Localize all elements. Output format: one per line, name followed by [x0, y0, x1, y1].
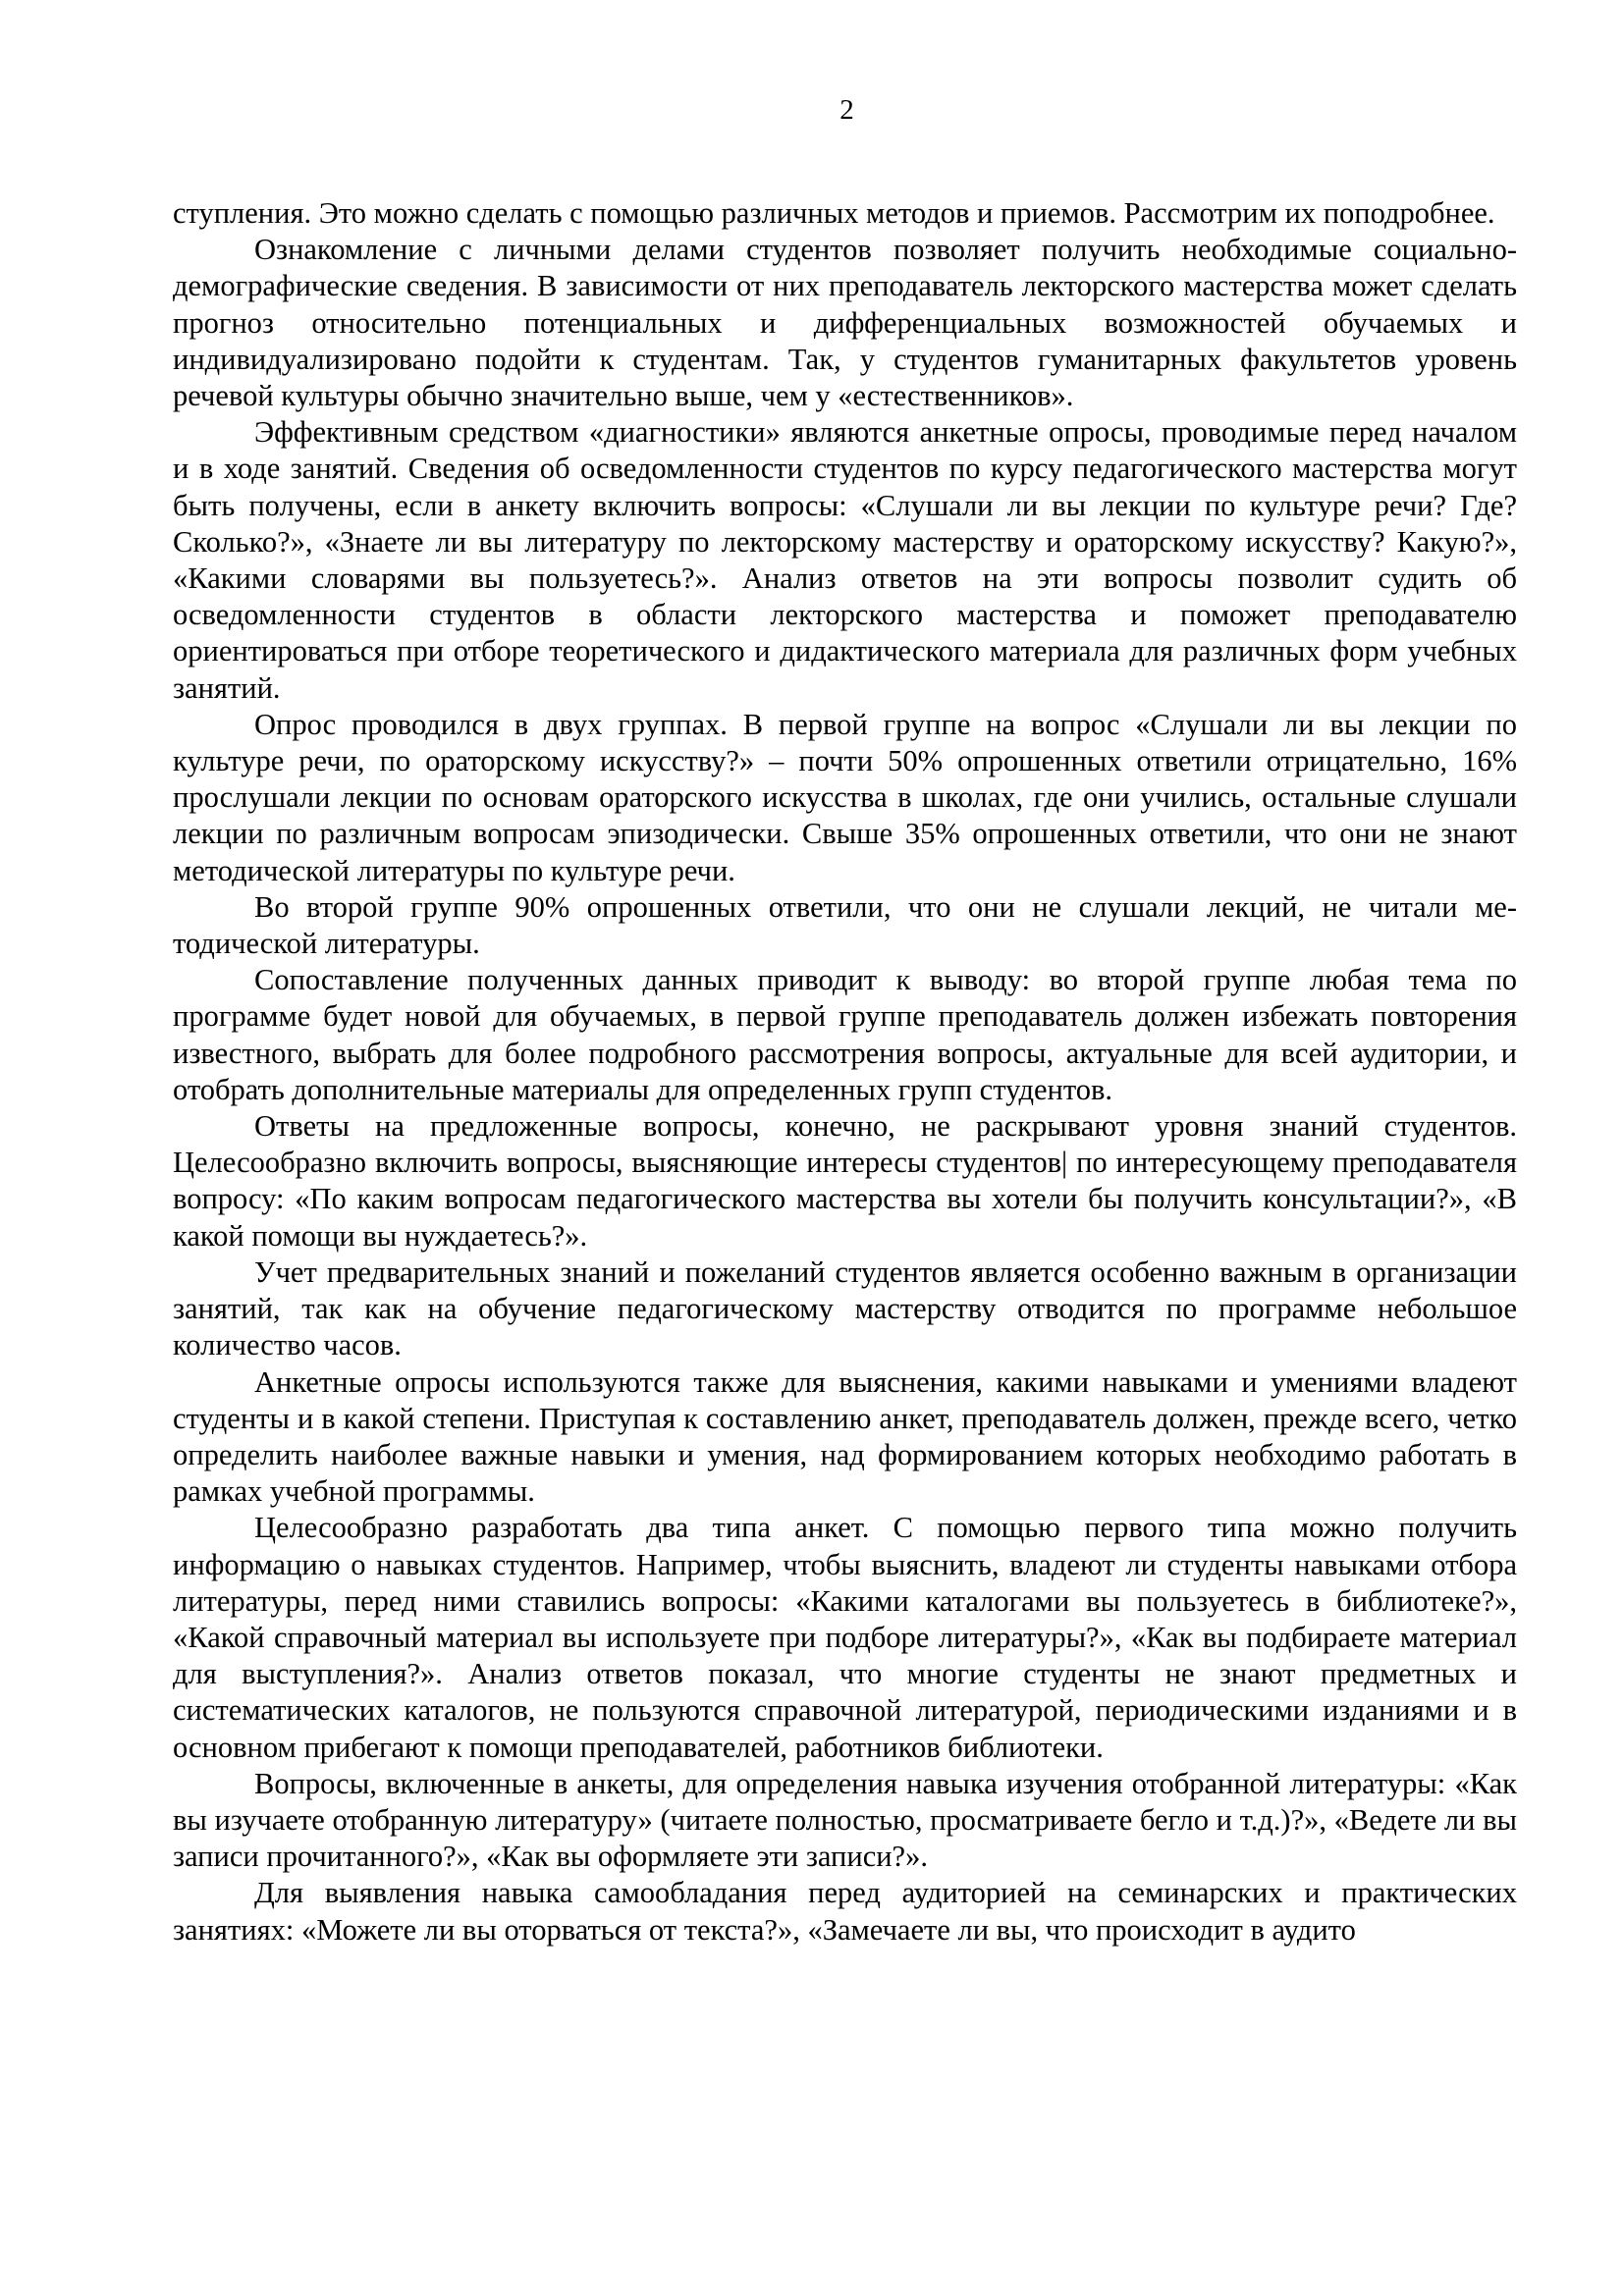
paragraph: ступления. Это можно сделать с помощью различных методов и приемов. Рассмотрим их поподробнее.	[173, 196, 1495, 230]
paragraph: Для выявления навыка самообладания перед аудиторией на семинарских и практических занятиях: «Можете ли вы оторваться от текста?», «Замечаете ли вы, что происходит в аудито	[173, 1876, 1517, 1947]
paragraph: Эффективным средством «диагностики» являются анкетные опросы, проводимые перед началом и в ходе занятий. Сведения об осведомленности студентов по курсу педагогического мастерства могут быть получены, если в анкету включить вопросы: «Слушали ли вы лекции по культуре речи? Где? Сколько?», «Знаете ли вы литературу по лекторскому мастерству и ораторскому искусству? Какую?», «Какими словарями вы пользуетесь?». Анализ ответов на эти вопросы позволит судить об осведомленности студентов в области лекторского мастерства и поможет преподавателю ориентироваться при отборе теоретического и дидактического материала для различных форм учебных занятий.	[173, 415, 1517, 705]
paragraph: Анкетные опросы используются также для выяснения, какими навыками и умениями владеют студенты и в какой степени. Приступая к составлению анкет, преподаватель должен, прежде всего, четко определить наиболее важные навыки и умения, над формированием которых необходимо работать в рамках учебной программы.	[173, 1364, 1517, 1509]
paragraph: Учет предварительных знаний и пожеланий студентов является особенно важным в организации занятий, так как на обучение педагогическому мастерству отводится по программе небольшое количество часов.	[173, 1255, 1517, 1362]
paragraph: Ответы на предложенные вопросы, конечно, не раскрывают уровня знаний студентов. Целесообразно включить вопросы, выясняющие интересы студентов| по интересующему преподавателя вопросу: «По каким вопросам педагогического мастерства вы хотели бы получить консультации?», «В какой помощи вы нуждаетесь?».	[173, 1109, 1517, 1253]
page-number: 2	[839, 94, 854, 126]
paragraph: Опрос проводился в двух группах. В первой группе на вопрос «Слушали ли вы лекции по культуре речи, по ораторскому искусству?» – почти 50% опрошенных ответили отрицательно, 16% прослушали лекции по основам ораторского искусства в школах, где они учились, остальные слушали лекции по различным вопросам эпизодически. Свыше 35% опрошенных ответили, что они не знают методической литературы по культуре речи.	[173, 707, 1517, 887]
paragraph: Сопоставление полученных данных приводит к выводу: во второй группе любая тема по программе будет новой для обучаемых, в первой группе преподаватель должен избежать повторения известного, выбрать для более подробного рассмотрения вопросы, актуальные для всей аудитории, и отобрать дополнительные материалы для определенных групп студентов.	[173, 963, 1517, 1106]
paragraph: Ознакомление с личными делами студентов позволяет получить необходимые социально-демографические сведения. В зависимости от них преподаватель лекторского мастерства может сделать прогноз относительно потенциальных и дифференциальных возможностей обучаемых и индивидуализировано подойти к студентам. Так, у студентов гуманитарных факультетов уровень речевой культуры обычно значительно выше, чем у «естественников».	[173, 233, 1517, 413]
paragraph: Вопросы, включенные в анкеты, для определения навыка изучения отобранной литературы: «Как вы изучаете отобранную литературу» (читаете полностью, просматриваете бегло и т.д.)?», «Ведете ли вы записи прочитанного?», «Как вы оформляете эти записи?».	[173, 1766, 1517, 1874]
paragraph: Во второй группе 90% опрошенных ответили, что они не слушали лекций, не читали методической литературы.	[173, 889, 1517, 961]
paragraph: Целесообразно разработать два типа анкет. С помощью первого типа можно получить информацию о навыках студентов. Например, чтобы выяснить, владеют ли студенты навыками отбора литературы, перед ними ставились вопросы: «Какими каталогами вы пользуетесь в библиотеке?», «Какой справочный материал вы используете при подборе литературы?», «Как вы подбираете материал для выступления?». Анализ ответов показал, что многие студенты не знают предметных и систематических каталогов, не пользуются справочной литературой, периодическими изданиями и в основном прибегают к помощи преподавателей, работников библиотеки.	[173, 1511, 1517, 1764]
body-text	[173, 195, 1517, 1949]
